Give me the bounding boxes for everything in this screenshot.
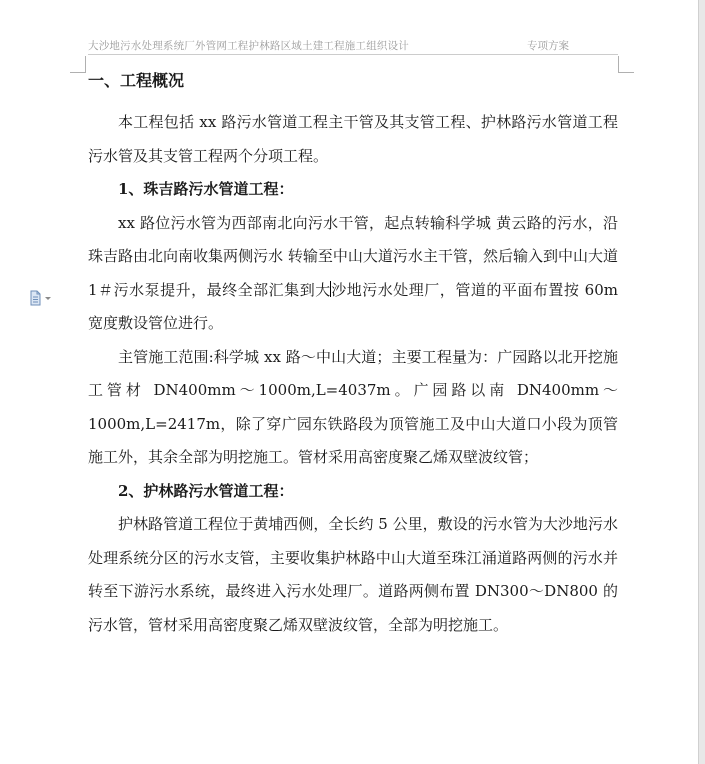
crop-mark-left	[70, 72, 86, 73]
subsection-1-paragraph-2: 主管施工范围:科学城 xx 路～中山大道；主要工程量为：广园路以北开挖施工管材 DN400mm～1000m,L=4037m。广园路以南 DN400mm～1000m,L=2417m，除了穿广园东铁路段为顶管施工及中山大道口小段为顶管施工外，其余全部为明挖施工。管材采用高密度聚乙烯双壁波纹管；	[88, 347, 618, 466]
crop-mark-right-vertical	[618, 56, 619, 73]
scrollbar-edge[interactable]	[698, 0, 705, 764]
crop-mark-right	[618, 72, 634, 73]
running-header-title: 大沙地污水处理系统厂外管网工程护林路区域土建工程施工组织设计	[88, 40, 409, 52]
intro-paragraph: 本工程包括 xx 路污水管道工程主干管及其支管工程、护林路污水管道工程污水管及其支管工程两个分项工程。	[88, 113, 618, 165]
crop-mark-left-vertical	[85, 56, 86, 73]
paragraph-text: 沙地污水处理厂，管道的平面布置按 60m 宽度敷设管位进行。	[88, 280, 618, 332]
paragraph-text: xx 路位污水管为西部南北向污水干管，起点转输科学城 黄云路的污水，沿珠吉路由北向南收集两侧污水 转输至中山大道污水主干管，然后输入到中山大道 1＃污水泵提升，最终全部汇集到大	[88, 213, 618, 299]
document-body[interactable]	[88, 64, 618, 642]
subsection-heading-1: 1、珠吉路污水管道工程：	[118, 180, 294, 198]
subsection-1-paragraph-1	[88, 207, 618, 341]
section-heading: 一、工程概况	[88, 71, 185, 90]
running-header-label: 专项方案	[527, 40, 569, 52]
document-icon[interactable]	[28, 290, 56, 306]
subsection-heading-2: 2、护林路污水管道工程：	[118, 481, 294, 500]
subsection-2-paragraph-1: 护林路管道工程位于黄埔西侧，全长约 5 公里，敷设的污水管为大沙地污水处理系统分区的污水支管，主要收集护林路中山大道至珠江涌道路两侧的污水并转至下游污水系统，最终进入污水处理厂。道路两侧布置 DN300～DN800 的污水管，管材采用高密度聚乙烯双壁波纹管，全部为明挖施工。	[88, 515, 618, 634]
header-rule	[88, 54, 618, 55]
